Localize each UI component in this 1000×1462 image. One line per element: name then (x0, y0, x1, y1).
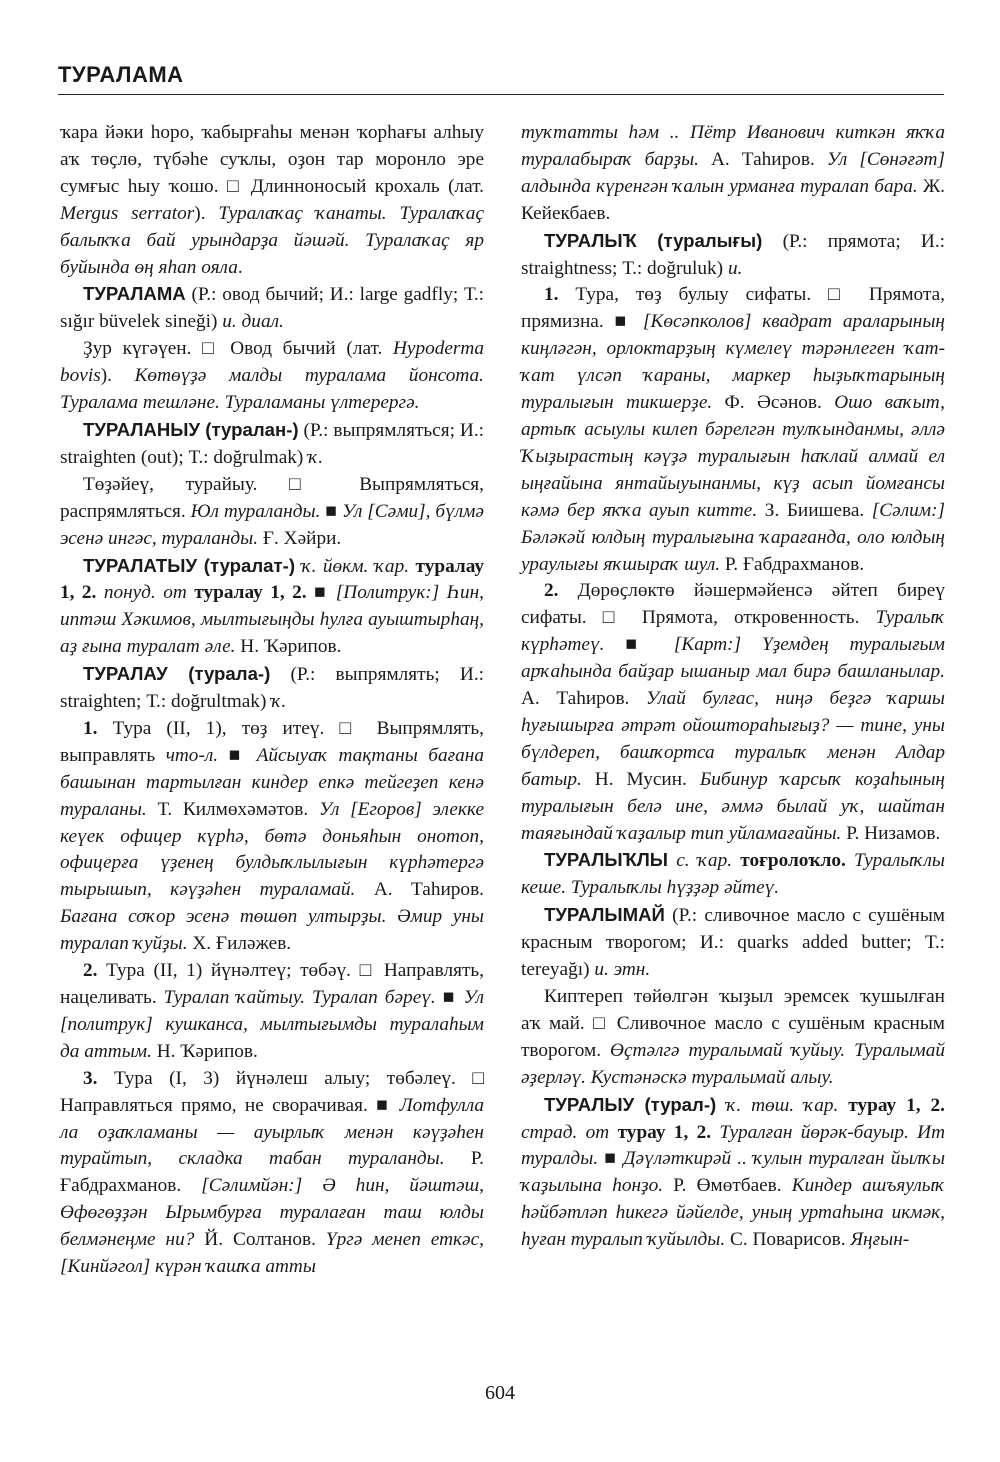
bold-text: туралау 1, 2. (60, 555, 485, 604)
dictionary-entry (60, 417, 484, 472)
text-run (609, 1122, 617, 1143)
italic-text: Туралап ҡайтыу. Туралап бәреү. (163, 987, 436, 1008)
italic-text: Ул [Сөнәғәт] алдында күренгән ҡалын урманға туралап бара. (521, 148, 945, 197)
italic-text: Бағана соҡор эсенә төшөп ултырҙы. Әмир уны туралап ҡуйҙы. (60, 906, 484, 955)
text-run: А. Таһиров. (355, 879, 484, 901)
italic-text: Ошо ваҡыт, артыҡ асыулы килеп бәрелгән тулҡынданмы, әллә Ҡыҙырастың кәүҙә туралығын һаҡлай алмай ел ыңғайына янтайыуынанмы, күҙ асып йомғансы кәмә бер яҡҡа ауып китте. (521, 392, 945, 521)
dictionary-entry (60, 661, 484, 716)
dictionary-entry (521, 902, 945, 984)
text-run: Х. Ғиләжев. (187, 933, 292, 955)
text-run: Ғ. Хәйри. (258, 527, 342, 549)
italic-text: Үргә менеп еткәс, [Кинйәгол] күрән ҡашҡа атты (60, 1229, 484, 1278)
text-run: ■ (598, 1148, 624, 1170)
italic-text: Киндер ашъяулыҡ һәйбәтләп һикегә йәйелде, уның уртаһына икмәк, һуған туралып ҡуйылды. (521, 1175, 946, 1251)
italic-text: ҡ. төш. ҡар. (726, 1094, 839, 1116)
italic-text: Mergus serrator (60, 202, 195, 224)
text-run: ■ (604, 634, 674, 656)
italic-text: Көтөүҙә малды туралама йонсота. Туралама тешләне. Тураламаны үлтерергә. (60, 365, 484, 414)
bold-text: 3. (83, 1067, 98, 1089)
text-run (668, 850, 676, 871)
text-run: Р. Ғабдрахманов. (720, 553, 865, 575)
italic-text: Улай булғас, ниңә беҙгә ҡаршы һуғышырға әтрәт ойоштораһығыҙ? — тине, уны бүлдереп, башҡортса туралыҡ менән Алдар батыр. (521, 688, 945, 790)
text-run: Тура (II, 1) йүнәлтеү; төбәү. □ Направлять, нацеливать. (60, 960, 484, 1008)
entry-paragraph (521, 282, 945, 578)
italic-text: Туралаҡаҫ ҡанаты. Туралаҡаҫ балыҡҡа бай урындарҙа йәшәй. Туралаҡаҫ яр буйында өң яһап ояла (60, 202, 484, 278)
text-run: ). (100, 365, 135, 387)
text-run: (Р.: выпрямляться; И.: straighten (out); Т.: doğrulmak) (60, 419, 484, 468)
italic-text: [Сәлимйән:] Ә һин, йәштәш, Өфөгөҙҙән Ырымбурға туралаған таш юлды белмәнеңме ни? (60, 1175, 484, 1251)
text-run: Н. Мусин. (581, 768, 700, 790)
text-run: ■ (306, 582, 336, 604)
bold-text: 2. (83, 960, 98, 982)
italic-text: Өҫтәлгә туралымай ҡуйыу. Туралымай әҙерләү. Кустәнәскә туралымай алыу. (521, 1039, 945, 1088)
entry-paragraph (521, 120, 945, 228)
italic-text: ҡ. (271, 691, 287, 713)
entry-paragraph (521, 984, 945, 1092)
entry-paragraph (521, 578, 945, 847)
text-run: ■ (320, 500, 342, 522)
italic-text: Лотфулла ла оҙаҡламаны — ауырлыҡ менән кәүҙәһен турайтып, складка табан тураланды. (60, 1094, 484, 1170)
text-run: Й. Солтанов. (194, 1229, 326, 1251)
italic-text: страд. от (521, 1121, 610, 1143)
italic-text: [Сәлим:] Бәләкәй юлдың туралығына ҡарағанда, оло юлдың ураулығы яҡшыраҡ шул. (521, 499, 945, 575)
text-run: С. Поварисов. (725, 1229, 851, 1251)
text-run: (Р.: сливочное масло с сушёным красным творогом; И.: quarks added butter; Т.: tereyağı) (521, 905, 945, 981)
italic-text: ҡ. (308, 446, 324, 468)
page-number: 604 (485, 1382, 515, 1404)
italic-text: Туралыҡлы кеше. Туралыҡлы һүҙҙәр әйтеү. (521, 850, 945, 899)
text-run: (Р.: прямота; И.: straightness; Т.: doğruluk) (521, 230, 945, 279)
text-run: Киптереп төйөлгән ҡыҙыл эремсек ҡушылған аҡ май. □ Сливочное масло с сушёным красным творогом. (521, 986, 945, 1061)
bold-text: турау 1, 2. (617, 1121, 712, 1143)
bold-text: тоғролоҡло. (740, 850, 846, 872)
right-column (521, 120, 945, 1254)
text-run: Тура (I, 3) йүнәлеш алыу; төбәлеү. □ Направляться прямо, не сворачивая. ■ (60, 1067, 484, 1116)
left-column (60, 120, 484, 1281)
text-run (838, 1095, 848, 1116)
dictionary-entry (60, 281, 484, 336)
italic-text: Юл тураланды. (190, 500, 321, 522)
text-run: . (237, 256, 243, 278)
entry-paragraph (60, 120, 484, 281)
bold-text: 1. (544, 284, 559, 306)
dictionary-entry (521, 847, 945, 902)
text-run: (Р.: выпрямлять; И.: straighten; Т.: doğrultmak) (60, 664, 484, 713)
text-run: ■ (218, 744, 257, 766)
text-run (732, 850, 740, 871)
headword: ТУРАЛЫМАЙ (544, 904, 665, 926)
italic-text: что-л. (165, 744, 219, 766)
text-run: Н. Ҡәрипов. (235, 636, 342, 658)
headword: ТУРАЛАНЫУ (туралан-) (83, 418, 299, 440)
headword: ТУРАЛАМА (83, 283, 186, 305)
headword: ТУРАЛАТЫУ (туралат-) (83, 554, 296, 576)
italic-text: Бибинур ҡарсыҡ коҙаһының туралығын белә ине, әммә былай уҡ, шайтан таяғындай ҡаҙалыр тип уйламағайны. (521, 768, 945, 844)
text-run: Т. Килмөхәмәтов. (146, 798, 319, 820)
text-run: ҡара йәки һоро, ҡабырғаһы менән ҡорһағы алһыу аҡ төҫлө, түбәһе суҡлы, оҙон тар моронло эре сумғыс һыу ҡошо. □ Длинноносый крохаль (лат. (60, 122, 484, 197)
text-run: Р. Ғабдрахманов. (60, 1148, 485, 1197)
text-run: ). (194, 202, 219, 224)
italic-text: [Политрук:] Һин, иптәш Хәкимов, мылтығыңды һулға ауыштырһаң, аҙ ғына туралат әле. (60, 582, 484, 658)
text-run: Тура (II, 1), төҙ итеү. □ Выпрямлять, выправлять (60, 717, 484, 766)
text-run (716, 1095, 726, 1116)
bold-text: туралау 1, 2. (194, 582, 307, 604)
text-run (846, 850, 854, 871)
text-run: Р. Низамов. (841, 822, 941, 844)
text-run: Төҙәйеү, турайыу. □ Выпрямляться, распрямляться. (60, 473, 484, 522)
header-rule (58, 94, 944, 95)
entry-paragraph (60, 1066, 484, 1281)
text-run: Р. Өмөтбаев. (663, 1175, 792, 1197)
italic-text: и. этн. (594, 959, 651, 981)
text-run: А. Таһиров. (698, 148, 827, 170)
text-run: Тура, төҙ булыу сифаты. □ Прямота, прямизна. ■ (521, 284, 945, 333)
running-head: ТУРАЛАМА (58, 62, 184, 87)
dictionary-entry (60, 553, 484, 662)
text-run: Ф. Әсәнов. (712, 392, 835, 414)
bold-text: 1. (83, 717, 98, 739)
italic-text: Hypoderma bovis (60, 338, 484, 387)
text-run: Ҙур күгәүен. □ Овод бычий (лат. (83, 338, 393, 360)
entry-paragraph (60, 958, 484, 1066)
text-run: Ж. Кейекбаев. (521, 175, 945, 224)
italic-text: туҡтатты һәм .. Пётр Иванович киткән яҡҡа туралабыраҡ барҙы. (521, 122, 945, 170)
text-run: З. Биишева. (757, 499, 872, 521)
italic-text: с. ҡар. (676, 850, 733, 872)
text-run: ■ (435, 987, 464, 1008)
dictionary-entry (521, 1092, 945, 1254)
italic-text: [Карт:] Үҙемдең туралығым арҡаһында байҙар ышаныр мал бирә башланылар. (521, 634, 945, 683)
entry-paragraph (60, 472, 484, 553)
headword: ТУРАЛЫҠ (туралығы) (544, 229, 763, 251)
italic-text: Ул [Егоров] элекке кеүек офицер күрһә, бөтә доньяһын онотоп, офицерға үҙенең булдыҡлылығын күрһәтергә тырышып, кәүҙәһен тураламай. (60, 798, 485, 901)
italic-text: Дәүләткирәй .. ҡулын туралған йылҡы ҡаҙылына һонҙо. (521, 1148, 945, 1197)
italic-text: Туралыҡ күрһәтеү. (521, 607, 945, 656)
text-run: А. Таһиров. (521, 688, 646, 710)
entry-paragraph (60, 336, 484, 417)
bold-text: 2. (544, 580, 559, 602)
headword: ТУРАЛЫУ (турал-) (544, 1093, 717, 1115)
bold-text: турау 1, 2. (848, 1094, 945, 1116)
entry-paragraph (60, 716, 484, 958)
headword: ТУРАЛЫҠЛЫ (544, 849, 669, 871)
text-run: Н. Ҡәрипов. (151, 1040, 258, 1062)
italic-text: Туралған йөрәк-бауыр. Ит туралды. (521, 1121, 946, 1170)
headword: ТУРАЛАУ (турала-) (83, 663, 271, 685)
italic-text: Ул [Сәми], бүлмә эсенә ингәс, тураланды. (60, 500, 484, 549)
italic-text: и. (727, 257, 743, 279)
italic-text: [Көсәпколов] квадрат араларының киңләгән, орлоктарҙың күмелеү тәрәнлеген ҡат-ҡат үлсәп ҡараны, маркер һыҙыҡтарының туралығын тикшерҙе. (521, 311, 945, 414)
italic-text: Айсыуаҡ тақтаны бағана башынан тартылған киндер епкә тейгеҙеп кенә тураланы. (60, 744, 484, 820)
text-run (96, 582, 103, 603)
text-run: Дөрөҫлөктө йәшермәйенсә әйтеп биреү сифаты. □ Прямота, откровенность. (521, 580, 945, 629)
italic-text: понуд. от (103, 582, 187, 604)
dictionary-entry (521, 228, 945, 283)
text-run: (Р.: овод бычий; И.: large gadfly; Т.: sığır büvelek sineği) (60, 284, 484, 333)
italic-text: и. диал. (222, 311, 284, 333)
italic-text: ҡ. йөкм. ҡар. (301, 555, 410, 577)
italic-text: Ул [политрук] кушканса, мылтығымды туралаһым да аттым. (60, 987, 484, 1062)
italic-text: Яңғын- (850, 1229, 910, 1251)
